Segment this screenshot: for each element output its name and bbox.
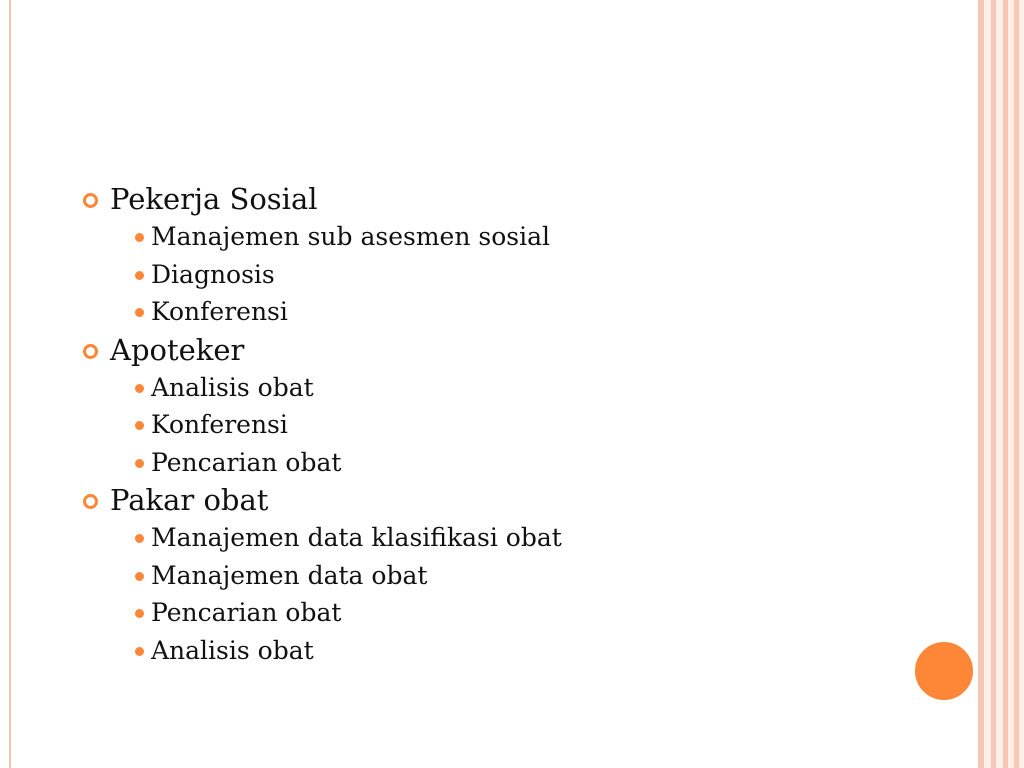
section-title: Pakar obat [110, 483, 269, 517]
dot-bullet-icon [135, 572, 144, 581]
list-item-label: Manajemen data obat [151, 560, 428, 590]
list-item [80, 406, 940, 444]
right-stripe [1014, 0, 1019, 768]
bullet-list-content [80, 180, 940, 669]
list-item-label: Konferensi [151, 297, 288, 326]
right-stripe [991, 0, 996, 768]
list-item [80, 369, 940, 407]
dot-bullet-icon [135, 534, 144, 543]
list-item-label: Analisis obat [151, 372, 314, 402]
list-item-label: Manajemen sub asesmen sosial [151, 222, 550, 251]
dot-bullet-icon [135, 308, 144, 317]
list-item [80, 632, 940, 670]
list-item [80, 519, 940, 557]
dot-bullet-icon [135, 421, 144, 430]
dot-bullet-icon [135, 384, 144, 393]
list-item-label: Analisis obat [151, 635, 314, 665]
list-item [80, 218, 940, 256]
list-item-label: Pencarian obat [151, 598, 342, 627]
left-accent-line [9, 0, 11, 768]
section-title: Apoteker [110, 332, 245, 367]
ring-bullet-icon [83, 193, 98, 208]
list-item-label: Manajemen data klasifikasi obat [151, 523, 562, 552]
section-title: Pekerja Sosial [110, 182, 318, 216]
dot-bullet-icon [135, 271, 144, 280]
list-item [80, 256, 940, 294]
dot-bullet-icon [135, 647, 144, 656]
dot-bullet-icon [135, 459, 144, 468]
list-item [80, 444, 940, 482]
right-stripe [978, 0, 984, 768]
dot-bullet-icon [135, 233, 144, 242]
ring-bullet-icon [83, 344, 98, 359]
section-heading [80, 180, 940, 218]
dot-bullet-icon [135, 609, 144, 618]
list-item [80, 557, 940, 595]
list-item-label: Pencarian obat [151, 447, 342, 477]
bullet-list [80, 180, 940, 669]
ring-bullet-icon [83, 494, 98, 509]
right-stripe [1003, 0, 1008, 768]
list-item-label: Konferensi [151, 410, 288, 439]
list-item-label: Diagnosis [151, 259, 275, 289]
section-heading [80, 481, 940, 519]
list-item [80, 293, 940, 331]
section-heading [80, 331, 940, 369]
list-item [80, 594, 940, 632]
